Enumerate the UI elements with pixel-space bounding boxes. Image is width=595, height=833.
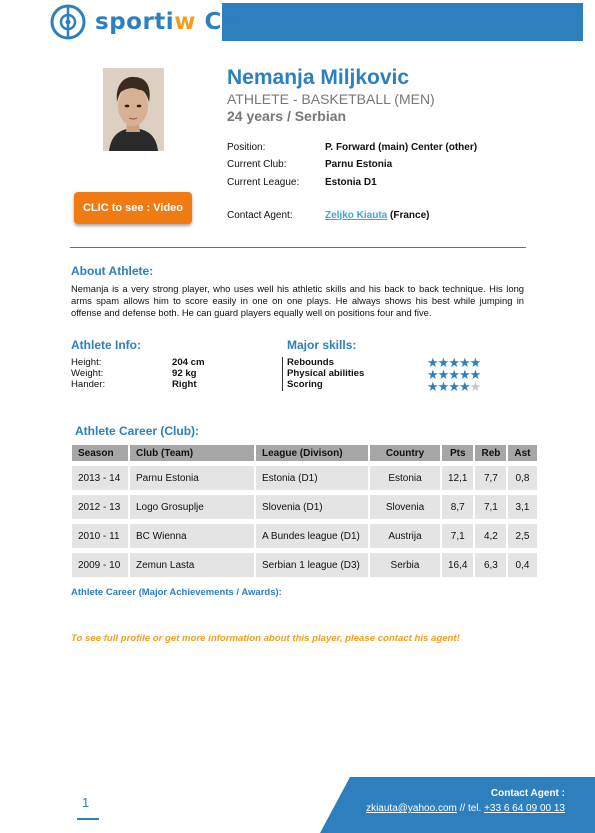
star-filled-icon: ★ (469, 355, 481, 370)
cell-club: Parnu Estonia (130, 466, 254, 490)
footer-contact-title: Contact Agent : (490, 788, 565, 799)
skills-divider (282, 357, 283, 391)
skill-name-rebounds: Rebounds (287, 357, 334, 368)
star-filled-icon: ★ (437, 379, 449, 394)
cell-pts: 7,1 (442, 524, 473, 548)
current-club-label: Current Club: (227, 159, 287, 170)
hander-label: Hander: (71, 379, 106, 390)
cell-ast: 0,4 (508, 553, 536, 577)
position-label: Position: (227, 142, 266, 153)
current-league-value: Estonia D1 (325, 177, 377, 188)
career-club-title: Athlete Career (Club): (75, 424, 200, 438)
weight-label: Weight: (71, 368, 104, 379)
star-filled-icon: ★ (469, 367, 481, 382)
agent-name-link[interactable]: Zeljko Kiauta (325, 210, 388, 221)
athlete-name: Nemanja Miljkovic (227, 66, 410, 89)
cell-season: 2009 - 10 (72, 553, 128, 577)
table-row (72, 466, 537, 490)
athlete-info-title: Athlete Info: (71, 338, 141, 352)
star-filled-icon: ★ (437, 367, 449, 382)
star-filled-icon: ★ (448, 355, 459, 370)
cell-country: Slovenia (370, 495, 440, 519)
col-season: Season (72, 445, 128, 461)
current-club-value: Parnu Estonia (325, 159, 393, 170)
career-table (70, 443, 539, 579)
cell-club: Zemun Lasta (130, 553, 254, 577)
cell-ast: 2,5 (508, 524, 536, 548)
athlete-category: ATHLETE - BASKETBALL (MEN) (227, 91, 435, 107)
star-empty-icon: ★ (469, 379, 481, 394)
cell-reb: 6,3 (475, 553, 506, 577)
major-skills-title: Major skills: (287, 338, 357, 352)
sportiw-logo-text: sportiw CV (95, 9, 241, 35)
agent-country: (France) (387, 210, 430, 221)
skill-rating-scoring (427, 380, 480, 393)
contact-agent-note: To see full profile or get more information about this player, please contact his agent! (71, 633, 460, 644)
table-row (72, 553, 537, 577)
cell-league: Slovenia (D1) (256, 495, 368, 519)
star-filled-icon: ★ (448, 367, 459, 382)
height-value: 204 cm (172, 357, 205, 368)
page-number: 1 (82, 795, 90, 810)
about-text: Nemanja is a very strong player, who uses well his athletic skills and his back to back technique. His long arms spam allows him to score easily in one on one plays. He always shows his best while jumping in offense and defense both. He can guard players equally well on positions four and five. (71, 283, 524, 318)
col-club: Club (Team) (130, 445, 254, 461)
about-title: About Athlete: (71, 264, 154, 278)
table-row (72, 495, 537, 519)
cell-season: 2010 - 11 (72, 524, 128, 548)
cell-season: 2013 - 14 (72, 466, 128, 490)
position-value: P. Forward (main) Center (other) (325, 142, 478, 153)
cell-reb: 7,1 (475, 495, 506, 519)
sportiw-logo-icon (50, 4, 86, 40)
footer-separator: // tel. (456, 803, 485, 814)
col-pts: Pts (442, 445, 473, 461)
table-row (72, 524, 537, 548)
video-button[interactable]: CLIC to see : Video (74, 192, 192, 224)
cell-ast: 3,1 (508, 495, 536, 519)
cell-country: Austrija (370, 524, 440, 548)
contact-agent-value (325, 210, 429, 221)
height-label: Height: (71, 357, 102, 368)
weight-value: 92 kg (172, 368, 197, 379)
page-number-underline (77, 818, 99, 820)
col-league: League (Divison) (256, 445, 368, 461)
col-country: Country (370, 445, 440, 461)
cell-reb: 4,2 (475, 524, 506, 548)
cell-club: BC Wienna (130, 524, 254, 548)
footer-wedge (320, 777, 350, 833)
cell-pts: 16,4 (442, 553, 473, 577)
star-filled-icon: ★ (458, 367, 470, 382)
cell-reb: 7,7 (475, 466, 506, 490)
skill-name-physical: Physical abilities (287, 368, 365, 379)
achievements-title: Athlete Career (Major Achievements / Awards): (71, 587, 282, 598)
star-filled-icon: ★ (458, 355, 470, 370)
footer-phone-link[interactable]: +33 6 64 09 00 13 (484, 803, 565, 814)
star-filled-icon: ★ (458, 379, 470, 394)
cell-pts: 8,7 (442, 495, 473, 519)
section-divider (70, 247, 526, 248)
col-reb: Reb (475, 445, 506, 461)
cell-country: Estonia (370, 466, 440, 490)
cell-ast: 0,8 (508, 466, 536, 490)
hander-value: Right (172, 379, 197, 390)
current-league-label: Current League: (227, 177, 300, 188)
athlete-photo (103, 68, 164, 151)
col-ast: Ast (508, 445, 536, 461)
star-filled-icon: ★ (427, 355, 438, 370)
cell-season: 2012 - 13 (72, 495, 128, 519)
star-filled-icon: ★ (448, 379, 459, 394)
cell-league: Serbian 1 league (D3) (256, 553, 368, 577)
star-filled-icon: ★ (427, 379, 438, 394)
footer-email-link[interactable]: zkiauta@yahoo.com (366, 803, 457, 814)
cell-league: Estonia (D1) (256, 466, 368, 490)
star-filled-icon: ★ (437, 355, 449, 370)
cell-country: Serbia (370, 553, 440, 577)
footer-contact-line (366, 803, 565, 814)
star-filled-icon: ★ (427, 367, 438, 382)
contact-agent-label: Contact Agent: (227, 210, 293, 221)
athlete-age-nationality: 24 years / Serbian (227, 108, 347, 124)
career-table-header (72, 445, 537, 461)
cell-pts: 12,1 (442, 466, 473, 490)
skill-name-scoring: Scoring (287, 379, 323, 390)
cell-club: Logo Grosuplje (130, 495, 254, 519)
cell-league: A Bundes league (D1) (256, 524, 368, 548)
